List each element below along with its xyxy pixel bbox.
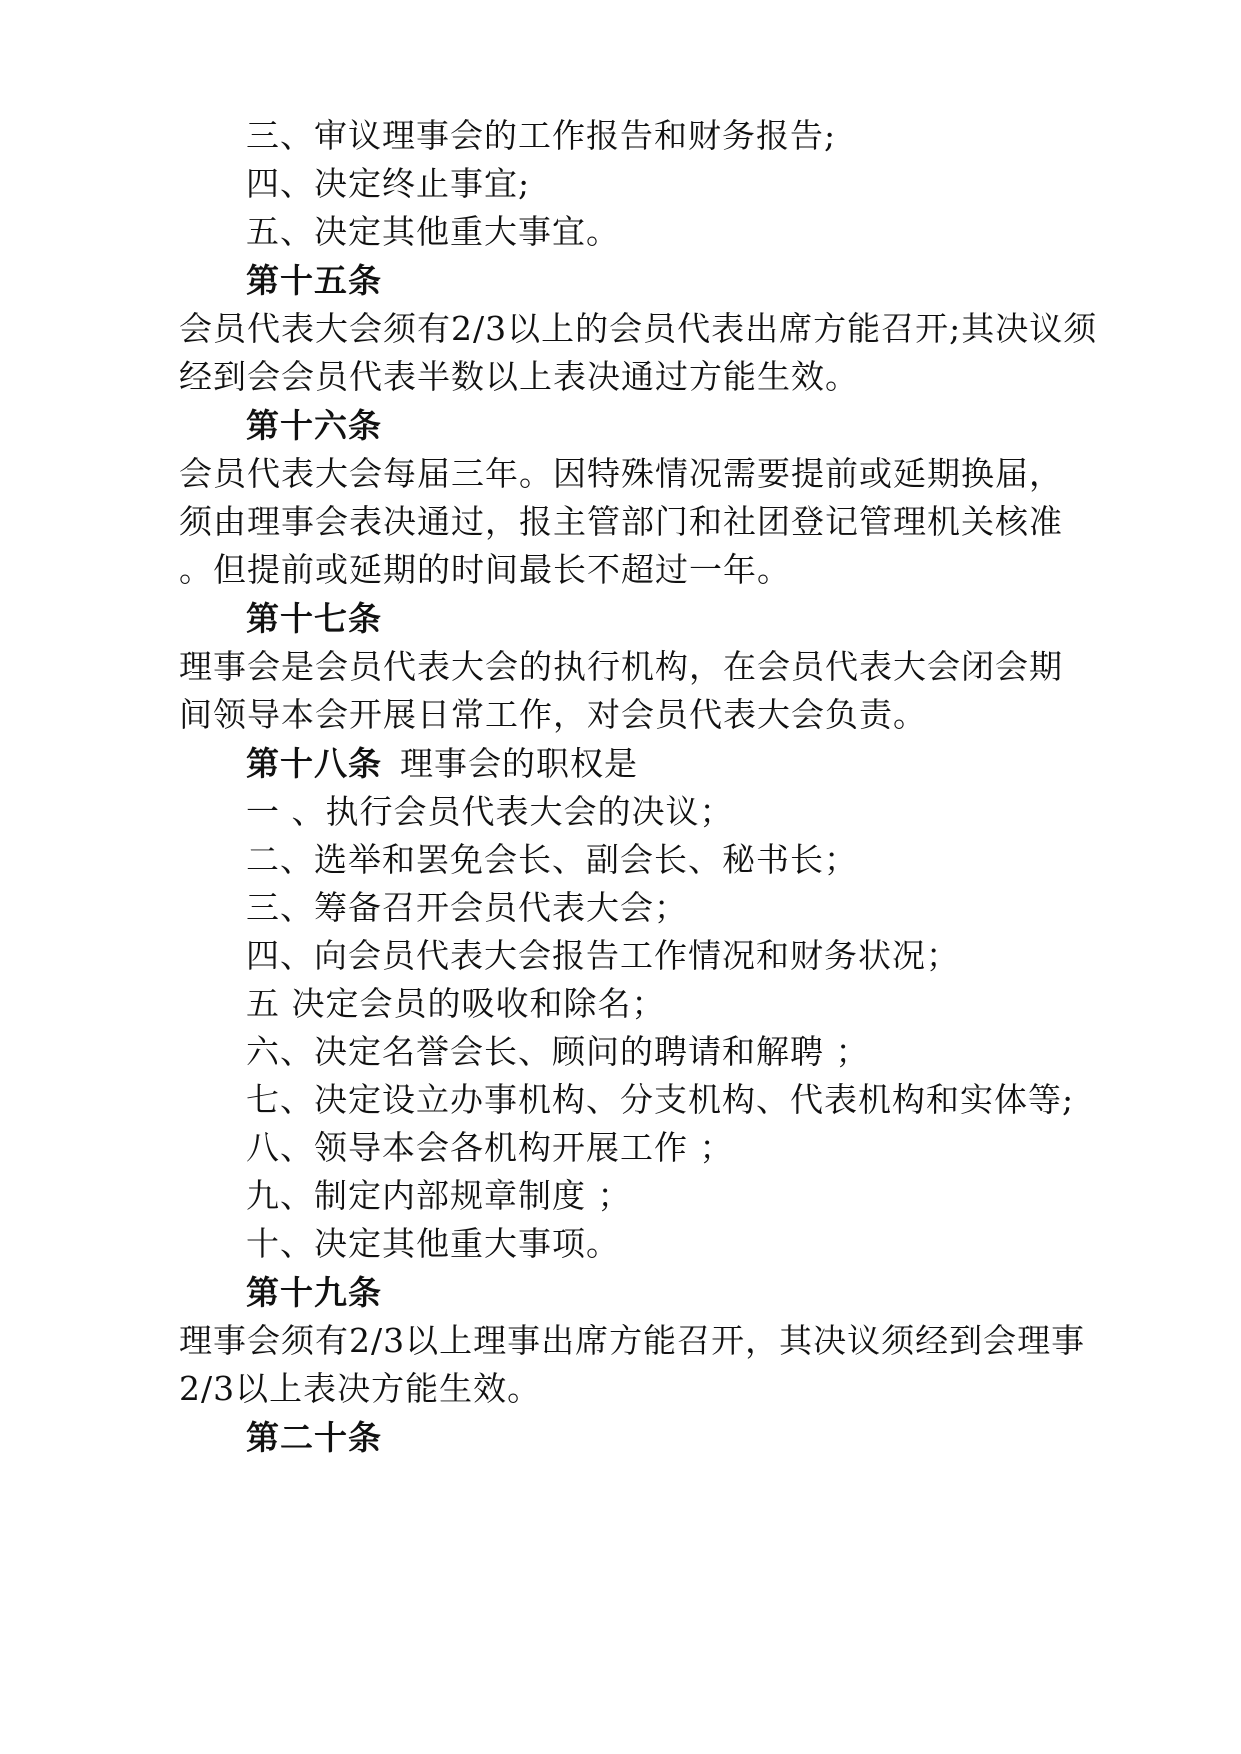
- article-18-heading-row: [246, 744, 638, 784]
- article-18-item-2: 二、选举和罢免会长、副会长、秘书长；: [246, 840, 858, 879]
- article-16-heading: 第十六条: [246, 406, 382, 445]
- article-16-text-line-1: 会员代表大会每届三年。因特殊情况需要提前或延期换届，: [179, 454, 1063, 493]
- article-18-item-10: 十、决定其他重大事项。: [246, 1224, 620, 1263]
- article-16-text-line-3: 。但提前或延期的时间最长不超过一年。: [179, 550, 791, 589]
- item-3-review-reports: 三、审议理事会的工作报告和财务报告;: [246, 116, 837, 155]
- article-18-item-6: 六、决定名誉会长、顾问的聘请和解聘 ；: [246, 1032, 870, 1071]
- article-18-item-5: 五 决定会员的吸收和除名；: [246, 984, 666, 1023]
- article-18-item-3: 三、筹备召开会员代表大会；: [246, 888, 688, 927]
- article-17-text-line-2: 间领导本会开展日常工作，对会员代表大会负责。: [179, 695, 927, 734]
- article-18-heading: 第十八条: [246, 744, 382, 783]
- article-19-text-line-1: 理事会须有2/3以上理事出席方能召开，其决议须经到会理事: [179, 1321, 1086, 1360]
- item-5-decide-major-matters: 五、决定其他重大事宜。: [246, 212, 620, 251]
- article-19-heading: 第十九条: [246, 1273, 382, 1312]
- article-18-item-9: 九、制定内部规章制度 ；: [246, 1176, 632, 1215]
- article-19-text-line-2: 2/3以上表决方能生效。: [179, 1369, 542, 1408]
- article-17-text-line-1: 理事会是会员代表大会的执行机构，在会员代表大会闭会期: [179, 647, 1063, 686]
- article-15-heading: 第十五条: [246, 261, 382, 300]
- article-20-heading: 第二十条: [246, 1418, 382, 1457]
- article-16-text-line-2: 须由理事会表决通过，报主管部门和社团登记管理机关核准: [179, 502, 1063, 541]
- article-18-intro: 理事会的职权是: [400, 744, 638, 783]
- article-17-heading: 第十七条: [246, 599, 382, 638]
- article-15-text-line-1: 会员代表大会须有2/3以上的会员代表出席方能召开;其决议须: [179, 309, 1098, 348]
- article-18-item-8: 八、领导本会各机构开展工作 ；: [246, 1128, 734, 1167]
- article-18-item-4: 四、向会员代表大会报告工作情况和财务状况；: [246, 936, 960, 975]
- item-4-decide-termination: 四、决定终止事宜;: [246, 164, 531, 203]
- article-18-item-7: 七、决定设立办事机构、分支机构、代表机构和实体等;: [246, 1080, 1075, 1119]
- article-15-text-line-2: 经到会会员代表半数以上表决通过方能生效。: [179, 357, 859, 396]
- article-18-item-1: 一 、执行会员代表大会的决议；: [246, 792, 734, 831]
